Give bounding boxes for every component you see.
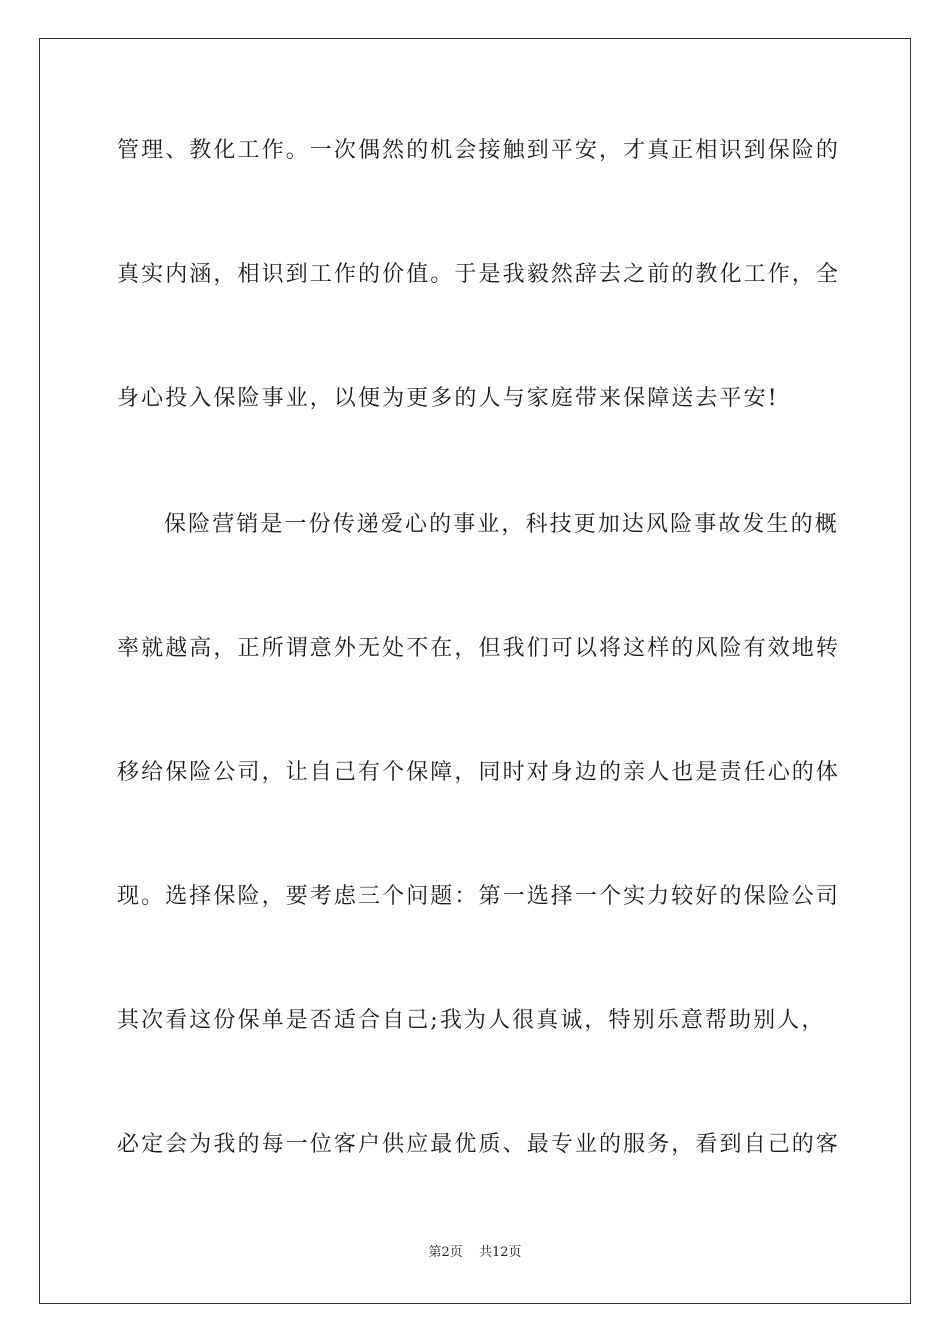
page-footer: [0, 1244, 950, 1262]
page-number: 第2页: [428, 1245, 463, 1260]
text-line: 真实内涵，相识到工作的价值。于是我毅然辞去之前的教化工作，全: [117, 262, 841, 287]
text-line: 率就越高，正所谓意外无处不在，但我们可以将这样的风险有效地转: [117, 636, 841, 661]
paragraph-start-line: 保险营销是一份传递爱心的事业，科技更加达风险事故发生的概: [164, 512, 839, 537]
text-line: 身心投入保险事业，以便为更多的人与家庭带来保障送去平安!: [117, 386, 779, 411]
text-line: 移给保险公司，让自己有个保障，同时对身边的亲人也是责任心的体: [117, 760, 841, 785]
text-line: 现。选择保险，要考虑三个问题：第一选择一个实力较好的保险公司: [117, 884, 841, 909]
text-line: 必定会为我的每一位客户供应最优质、最专业的服务，看到自己的客: [117, 1132, 841, 1157]
text-line: 其次看这份保单是否适合自己;我为人很真诚，特别乐意帮助别人，: [117, 1008, 826, 1033]
page-border: [39, 38, 911, 1304]
text-line: 管理、教化工作。一次偶然的机会接触到平安，才真正相识到保险的: [117, 138, 841, 163]
page-total: 共12页: [478, 1245, 522, 1260]
